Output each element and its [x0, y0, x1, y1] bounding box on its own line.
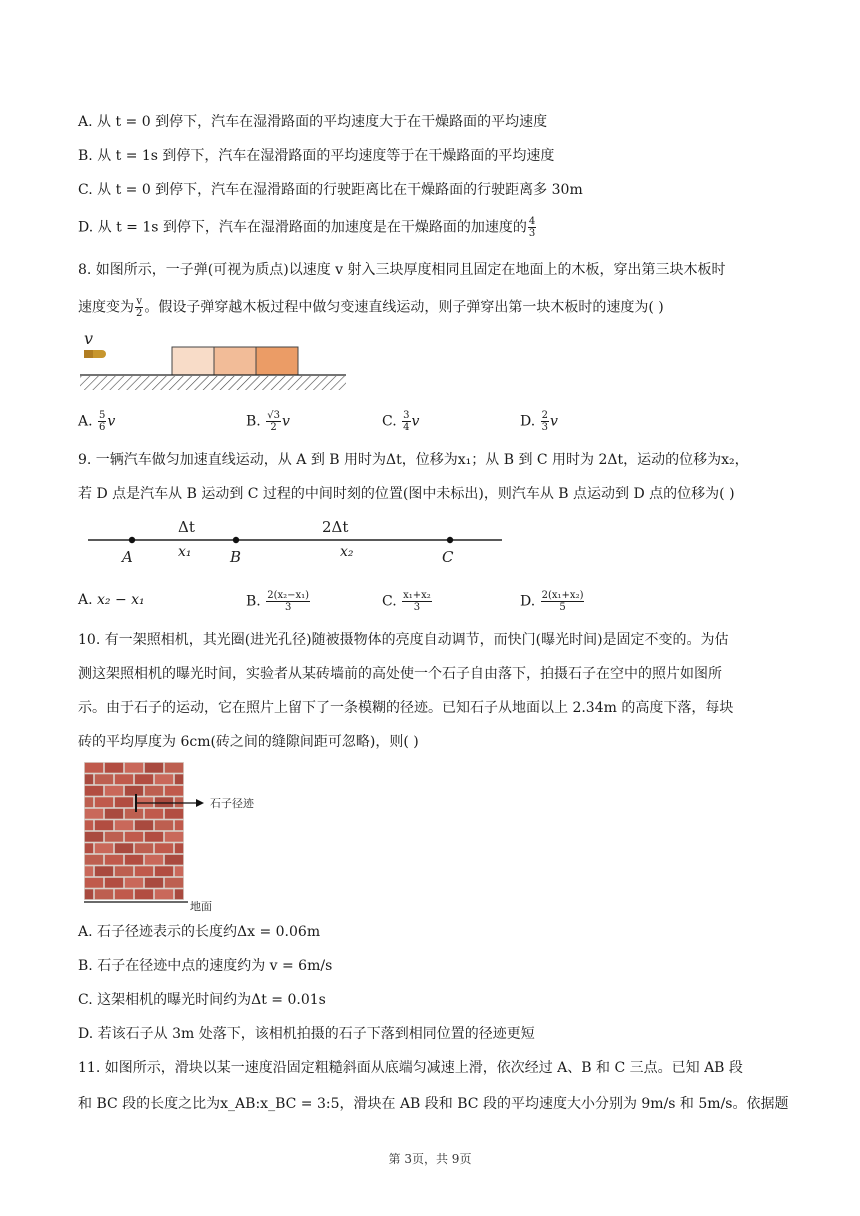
brick-wall: [84, 762, 184, 900]
q9-option-a: A. x₂ − x₁: [78, 592, 145, 608]
label-x1: x₁: [178, 544, 192, 560]
brick: [105, 809, 123, 819]
q7-option-d: [78, 216, 537, 239]
brick: [155, 866, 173, 876]
brick: [85, 889, 93, 899]
q9-option-c: C. $\frac{\text{x₁+x₂}}{3}$: [382, 590, 431, 613]
brick: [105, 832, 123, 842]
brick: [125, 855, 143, 865]
brick: [125, 832, 143, 842]
q8-option-a: A. $\frac{5}{6}$ v: [78, 410, 116, 433]
board-1: [172, 347, 214, 375]
brick: [165, 763, 183, 773]
brick: [85, 774, 93, 784]
q7-option-d-text: D. 从 t = 1s 到停下，汽车在湿滑路面的加速度是在干燥路面的加速度的: [78, 219, 527, 236]
brick: [85, 878, 103, 888]
bullet-icon: [84, 350, 106, 358]
q7-option-d-fraction: $\frac{4}{3}$: [528, 216, 536, 239]
brick: [135, 820, 153, 830]
brick: [155, 774, 173, 784]
q10-stem-line1: 10. 有一架照相机，其光圈(进光孔径)随被摄物体的亮度自动调节，而快门(曝光时间)是固定不变的。为估: [78, 632, 729, 648]
q8-stem-line1: 8. 如图所示，一子弹(可视为质点)以速度 v 射入三块厚度相同且固定在地面上的木板，穿出第三块木板时: [78, 262, 726, 278]
brick: [125, 878, 143, 888]
brick: [85, 866, 93, 876]
board-3: [256, 347, 298, 375]
q8-stem-fraction: $\frac{v}{2}$: [136, 296, 143, 319]
q10-stem-line4: 砖的平均厚度为 6cm(砖之间的缝隙间距可忽略)，则( ): [78, 734, 419, 750]
q10-option-c: C. 这架相机的曝光时间约为Δt = 0.01s: [78, 992, 326, 1008]
brick: [95, 774, 113, 784]
track-label: 石子径迹: [210, 797, 254, 810]
page-footer: 第 3页，共 9页: [388, 1152, 472, 1166]
brick: [165, 855, 183, 865]
q10-option-d: D. 若该石子从 3m 处落下，该相机拍摄的石子下落到相同位置的径迹更短: [78, 1026, 535, 1042]
q8-option-c: C. $\frac{3}{4}$ v: [382, 410, 420, 433]
ground-hatch: [80, 376, 346, 390]
point-b: [233, 537, 239, 543]
brick: [85, 763, 103, 773]
brick: [105, 763, 123, 773]
brick: [115, 820, 133, 830]
brick: [85, 843, 93, 853]
brick: [105, 786, 123, 796]
brick: [165, 878, 183, 888]
q8-velocity-label: v: [84, 329, 94, 348]
brick: [105, 878, 123, 888]
brick: [145, 832, 163, 842]
brick: [85, 832, 103, 842]
brick: [85, 820, 93, 830]
label-x2: x₂: [340, 544, 354, 560]
point-c: [447, 537, 453, 543]
q9-stem-line1: 9. 一辆汽车做匀加速直线运动，从 A 到 B 用时为Δt，位移为x₁；从 B 到 C 用时为 2Δt，运动的位移为x₂，: [78, 452, 749, 468]
brick: [125, 763, 143, 773]
brick: [155, 889, 173, 899]
q11-stem-line1: 11. 如图所示，滑块以某一速度沿固定粗糙斜面从底端匀减速上滑，依次经过 A、B 和 C 三点。已知 AB 段: [78, 1060, 743, 1076]
brick: [145, 763, 163, 773]
brick: [135, 889, 153, 899]
q9-figure-segment: [86, 512, 506, 570]
brick: [145, 878, 163, 888]
brick: [115, 774, 133, 784]
brick: [175, 797, 183, 807]
brick: [175, 820, 183, 830]
brick: [145, 786, 163, 796]
brick: [175, 866, 183, 876]
q7-option-c: C. 从 t = 0 到停下，汽车在湿滑路面的行驶距离比在干燥路面的行驶距离多 30m: [78, 182, 583, 198]
brick: [165, 809, 183, 819]
q9-stem-line2: 若 D 点是汽车从 B 运动到 C 过程的中间时刻的位置(图中未标出)，则汽车从 B 点运动到 D 点的位移为( ): [78, 486, 735, 502]
brick: [115, 889, 133, 899]
brick: [85, 797, 93, 807]
brick: [85, 809, 103, 819]
q10-figure-brick-wall: [78, 760, 298, 914]
board-2: [214, 347, 256, 375]
brick: [125, 809, 143, 819]
q9-option-b: B. $\frac{\text{2(x₂−x₁)}}{3}$: [246, 590, 310, 613]
brick: [125, 786, 143, 796]
point-a: [129, 537, 135, 543]
brick: [95, 797, 113, 807]
q10-stem-line3: 示。由于石子的运动，它在照片上留下了一条模糊的径迹。已知石子从地面以上 2.34m 的高度下落，每块: [78, 700, 734, 716]
ground-label: 地面: [190, 900, 212, 913]
brick: [85, 786, 103, 796]
brick: [175, 843, 183, 853]
brick: [135, 797, 153, 807]
brick: [135, 843, 153, 853]
brick: [115, 843, 133, 853]
brick: [115, 866, 133, 876]
brick: [95, 843, 113, 853]
q9-option-d: D. $\frac{\text{2(x₁+x₂)}}{5}$: [520, 590, 584, 613]
q7-option-a: A. 从 t = 0 到停下，汽车在湿滑路面的平均速度大于在干燥路面的平均速度: [78, 114, 548, 130]
label-point-a: A: [122, 548, 133, 566]
label-dt: Δt: [178, 518, 195, 536]
brick: [155, 843, 173, 853]
q8-option-b: B. $\frac{√3}{2}$ v: [246, 410, 290, 433]
brick: [165, 786, 183, 796]
brick: [155, 820, 173, 830]
label-point-c: C: [442, 548, 454, 566]
brick: [175, 889, 183, 899]
brick: [135, 774, 153, 784]
label-2dt: 2Δt: [322, 518, 349, 536]
brick: [115, 797, 133, 807]
brick: [145, 855, 163, 865]
brick: [175, 774, 183, 784]
brick: [95, 820, 113, 830]
q8-option-d: D. $\frac{2}{3}$ v: [520, 410, 558, 433]
q11-stem-line2: 和 BC 段的长度之比为x_AB:x_BC = 3:5，滑块在 AB 段和 BC 段的平均速度大小分别为 9m/s 和 5m/s。依据题: [78, 1096, 789, 1112]
q8-figure-bullet-boards: [78, 328, 350, 396]
brick: [135, 866, 153, 876]
q10-option-a: A. 石子径迹表示的长度约Δx = 0.06m: [78, 924, 321, 940]
q10-stem-line2: 测这架照相机的曝光时间，实验者从某砖墙前的高处使一个石子自由落下，拍摄石子在空中的照片如图所: [78, 666, 722, 682]
brick: [95, 866, 113, 876]
brick: [95, 889, 113, 899]
track-arrow-head: [196, 799, 204, 807]
brick: [145, 809, 163, 819]
q7-option-b: B. 从 t = 1s 到停下，汽车在湿滑路面的平均速度等于在干燥路面的平均速度: [78, 148, 555, 164]
label-point-b: B: [230, 548, 242, 566]
q8-stem-line2: 速度变为 $\frac{v}{2}$ 。假设子弹穿越木板过程中做匀变速直线运动，则子弹穿出第一块木板时的速度为( ): [78, 296, 664, 319]
brick: [105, 855, 123, 865]
brick: [85, 855, 103, 865]
brick: [155, 797, 173, 807]
brick: [165, 832, 183, 842]
q10-option-b: B. 石子在径迹中点的速度约为 v = 6m/s: [78, 958, 333, 974]
